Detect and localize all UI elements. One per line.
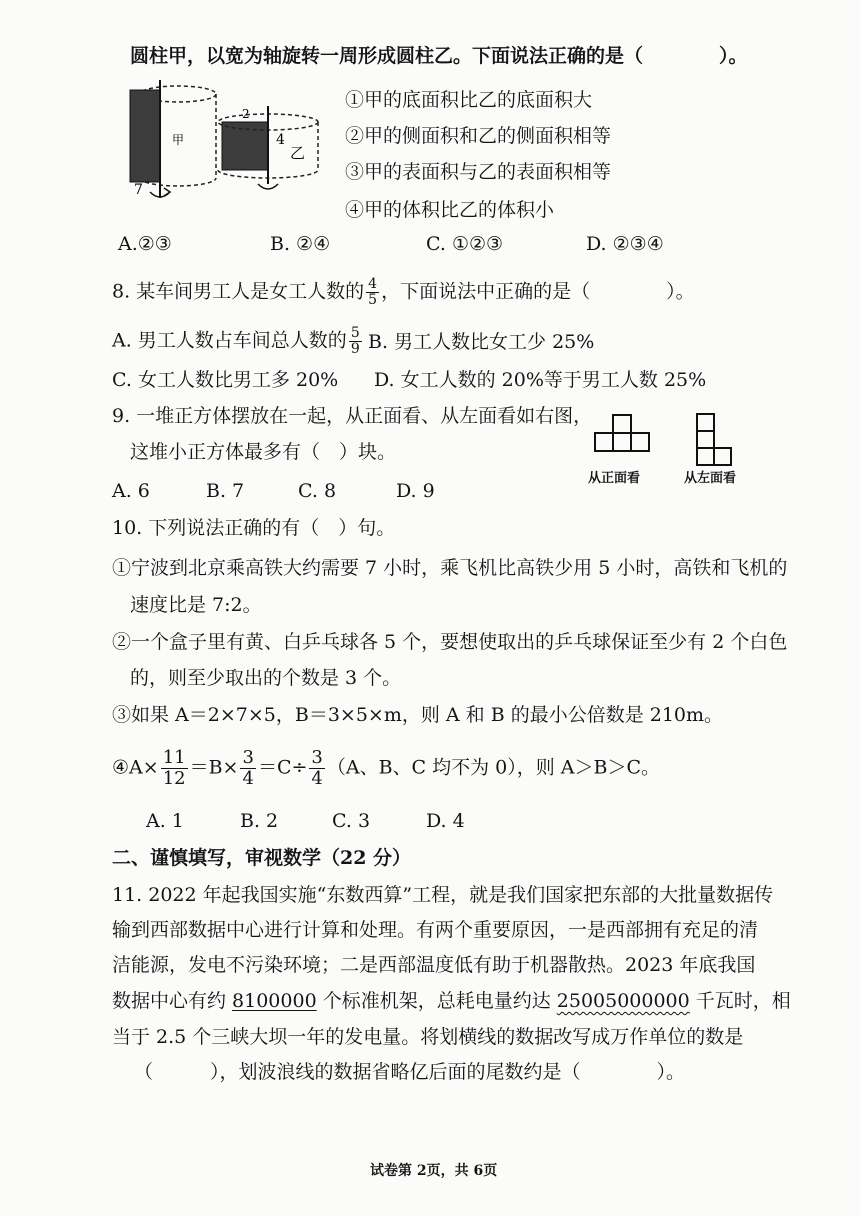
q7-option-d[interactable]: D. ②③④ — [586, 233, 664, 255]
q10-option-a[interactable]: A. 1 — [146, 810, 184, 832]
q9-line-2: 这堆小正方体最多有（ ）块。 — [130, 441, 397, 463]
seven-label: 7 — [134, 182, 143, 198]
q10-statement-2-line-2: 的，则至少取出的个数是 3 个。 — [130, 667, 402, 689]
page-footer: 试卷第 2页，共 6页 — [370, 1163, 498, 1179]
q10-statement-1-line-1: ①宁波到北京乘高铁大约需要 7 小时，乘飞机比高铁少用 5 小时，高铁和飞机的 — [112, 557, 788, 579]
q8-option-a[interactable]: A. 男工人数占车间总人数的 $\frac{5}{9}$ — [112, 325, 360, 357]
q8-fraction: $\frac{4}{5}$ — [368, 276, 378, 308]
underlined-number: 8100000 — [232, 990, 317, 1012]
q8-stem — [112, 277, 695, 308]
q9-option-a[interactable]: A. 6 — [112, 480, 150, 502]
q11-line-2: 输到西部数据中心进行计算和处理。有两个重要原因，一是西部拥有充足的清 — [112, 919, 759, 941]
q8-option-a-fraction: $\frac{5}{9}$ — [350, 325, 360, 357]
q10-statement-4: ④A× $\frac{11}{12}$ ＝B× $\frac{3}{4}$ ＝C÷ $\frac{3}{4}$ （A、B、C 均不为 0），则 A＞B＞C。 — [112, 747, 661, 789]
q8-stem-post: ，下面说法中正确的是（ ）。 — [381, 280, 695, 303]
front-view-figure — [591, 413, 661, 463]
q7-statement-3: ③甲的表面积与乙的表面积相等 — [345, 161, 612, 183]
front-view-caption: 从正面看 — [588, 471, 641, 486]
q9-line-1: 9. 一堆正方体摆放在一起，从正面看、从左面看如右图， — [112, 405, 593, 427]
q11-line-3: 洁能源，发电不污染环境；二是西部温度低有助于机器散热。2023 年底我国 — [112, 954, 756, 976]
q10-statement-1-line-2: 速度比是 7:2。 — [130, 594, 262, 616]
q7-stem-tail: 圆柱甲，以宽为轴旋转一周形成圆柱乙。下面说法正确的是（ ）。 — [130, 45, 748, 67]
left-view-figure — [693, 410, 753, 470]
q8-option-b[interactable]: B. 男工人数比女工少 25% — [368, 331, 595, 353]
q7-option-c[interactable]: C. ①②③ — [426, 233, 504, 255]
q9-option-b[interactable]: B. 7 — [206, 480, 245, 502]
q11-line-1: 11. 2022 年起我国实施“东数西算”工程，就是我们国家把东部的大批量数据传 — [112, 884, 774, 906]
wavy-underlined-number: 25005000000 — [556, 990, 690, 1012]
q10-statement-2-line-1: ②一个盒子里有黄、白乒乓球各 5 个，要想使取出的乒乓球保证至少有 2 个白色 — [112, 631, 788, 653]
left-view-caption: 从左面看 — [684, 471, 737, 486]
section-2-heading: 二、谨慎填写，审视数学（22 分） — [112, 847, 412, 869]
jia-label: 甲 — [172, 133, 185, 147]
q9-option-c[interactable]: C. 8 — [298, 480, 337, 502]
q11-line-4: 数据中心有约 8100000 个标准机架，总耗电量约达 25005000000 千瓦时，相 — [112, 990, 791, 1012]
q7-option-b[interactable]: B. ②④ — [270, 233, 331, 255]
q10-stem: 10. 下列说法正确的有（ ）句。 — [112, 517, 396, 539]
q8-option-c[interactable]: C. 女工人数比男工多 20% — [112, 369, 339, 391]
q10-statement-3: ③如果 A＝2×7×5，B＝3×5×m，则 A 和 B 的最小公倍数是 210m。 — [112, 704, 724, 726]
q10-option-b[interactable]: B. 2 — [240, 810, 279, 832]
q11-line-5: 当于 2.5 个三峡大坝一年的发电量。将划横线的数据改写成万作单位的数是 — [112, 1026, 744, 1048]
q7-option-a[interactable]: A.②③ — [118, 233, 172, 255]
two-label: 2 — [242, 107, 250, 121]
cylinder-yi-figure — [214, 100, 344, 220]
q9-option-d[interactable]: D. 9 — [396, 480, 435, 502]
q8-option-d[interactable]: D. 女工人数的 20%等于男工人数 25% — [374, 369, 707, 391]
q7-statement-2: ②甲的侧面积和乙的侧面积相等 — [345, 125, 612, 147]
four-label: 4 — [276, 132, 285, 148]
yi-label: 乙 — [290, 144, 306, 162]
q7-statement-1: ①甲的底面积比乙的底面积大 — [345, 89, 593, 111]
q10-option-d[interactable]: D. 4 — [426, 810, 465, 832]
q11-line-6: （ ），划波浪线的数据省略亿后面的尾数约是（ ）。 — [134, 1061, 686, 1083]
q8-stem-pre: 8. 某车间男工人是女工人数的 — [112, 280, 365, 303]
q7-statement-4: ④甲的体积比乙的体积小 — [345, 199, 555, 221]
q10-option-c[interactable]: C. 3 — [332, 810, 371, 832]
